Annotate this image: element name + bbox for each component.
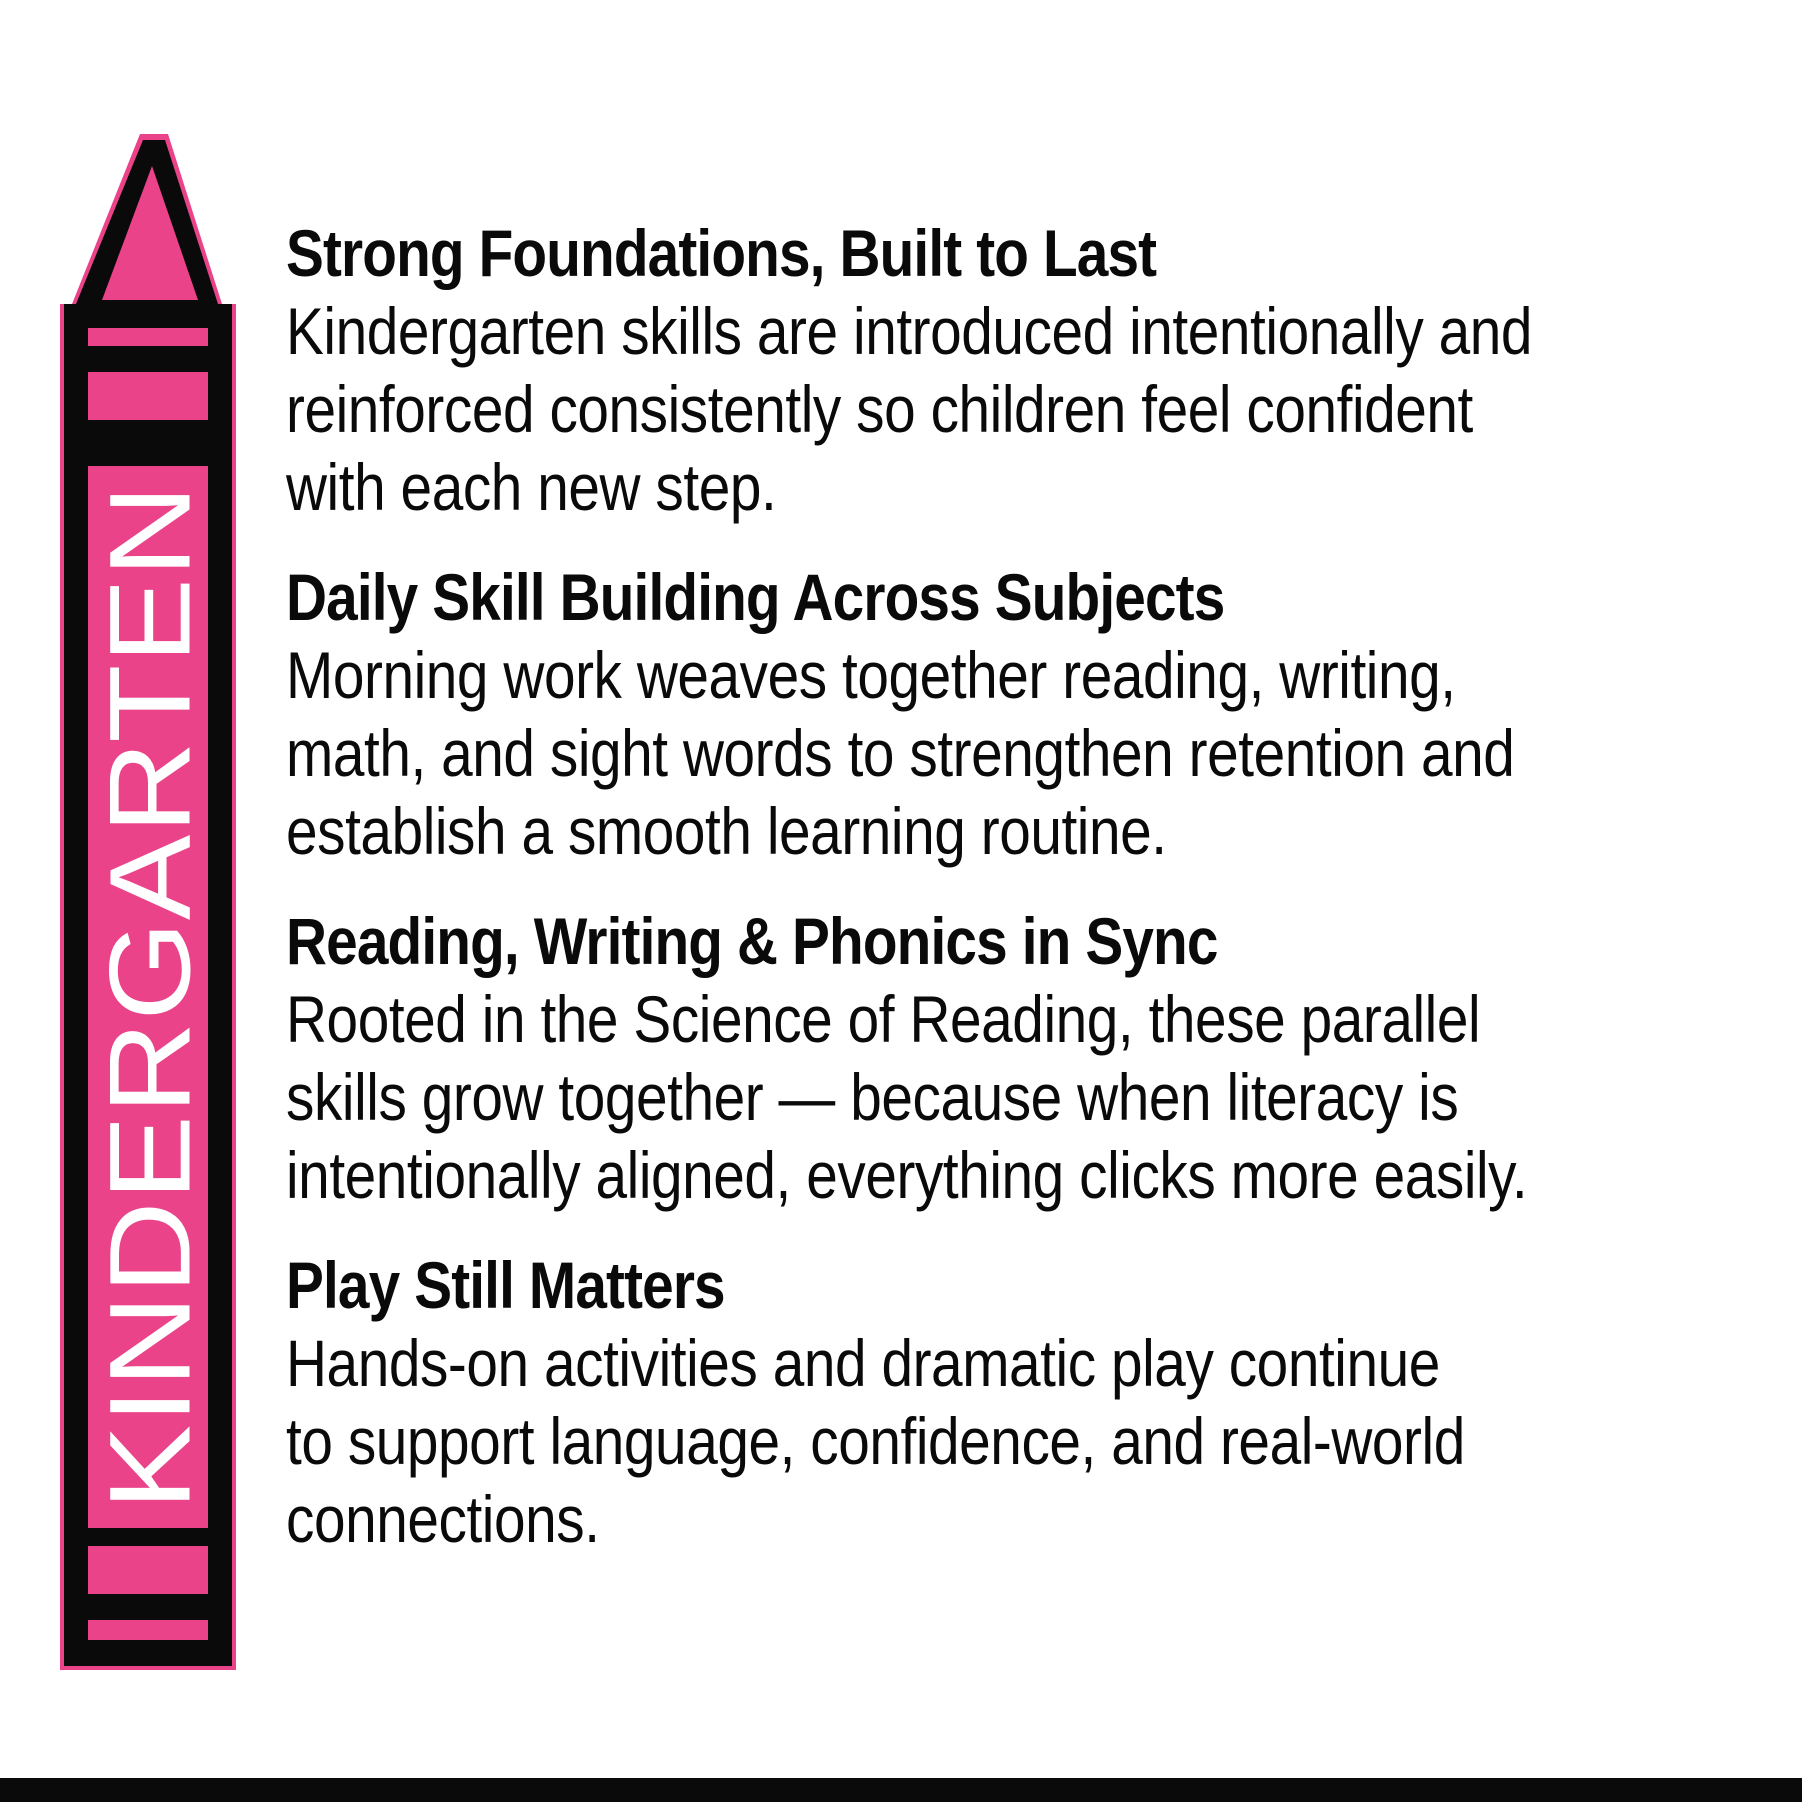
section-heading: Play Still Matters (286, 1248, 725, 1322)
body-line: skills grow together — because when literacy is (286, 1060, 1459, 1134)
body-line: Rooted in the Science of Reading, these parallel (286, 982, 1481, 1056)
crayon-band-bottom-2 (88, 1620, 208, 1640)
section-body (286, 292, 1766, 526)
body-line: math, and sight words to strengthen retention and (286, 716, 1515, 790)
content-column (286, 214, 1766, 1590)
section-body (286, 636, 1766, 870)
body-line: intentionally aligned, everything clicks more easily. (286, 1138, 1528, 1212)
section-play-still-matters (286, 1246, 1766, 1558)
crayon-label: KINDERGARTEN (85, 483, 215, 1511)
body-line: connections. (286, 1482, 600, 1556)
crayon-illustration (0, 0, 260, 1700)
body-line: Hands-on activities and dramatic play continue (286, 1326, 1440, 1400)
section-body (286, 1324, 1766, 1558)
body-line: Morning work weaves together reading, writing, (286, 638, 1456, 712)
body-line: establish a smooth learning routine. (286, 794, 1167, 868)
crayon-band-bottom-1 (88, 1546, 208, 1594)
body-line: reinforced consistently so children feel confident (286, 372, 1473, 446)
section-heading: Daily Skill Building Across Subjects (286, 560, 1225, 634)
crayon-band-top-1 (88, 328, 208, 346)
section-heading: Strong Foundations, Built to Last (286, 216, 1157, 290)
body-line: to support language, confidence, and real-world (286, 1404, 1465, 1478)
bottom-border-bar (0, 1778, 1802, 1802)
section-daily-skill-building (286, 558, 1766, 870)
crayon-band-top-2 (88, 372, 208, 420)
section-reading-writing-phonics (286, 902, 1766, 1214)
section-heading: Reading, Writing & Phonics in Sync (286, 904, 1218, 978)
body-line: Kindergarten skills are introduced intentionally and (286, 294, 1533, 368)
body-line: with each new step. (286, 450, 777, 524)
section-strong-foundations (286, 214, 1766, 526)
section-body (286, 980, 1766, 1214)
